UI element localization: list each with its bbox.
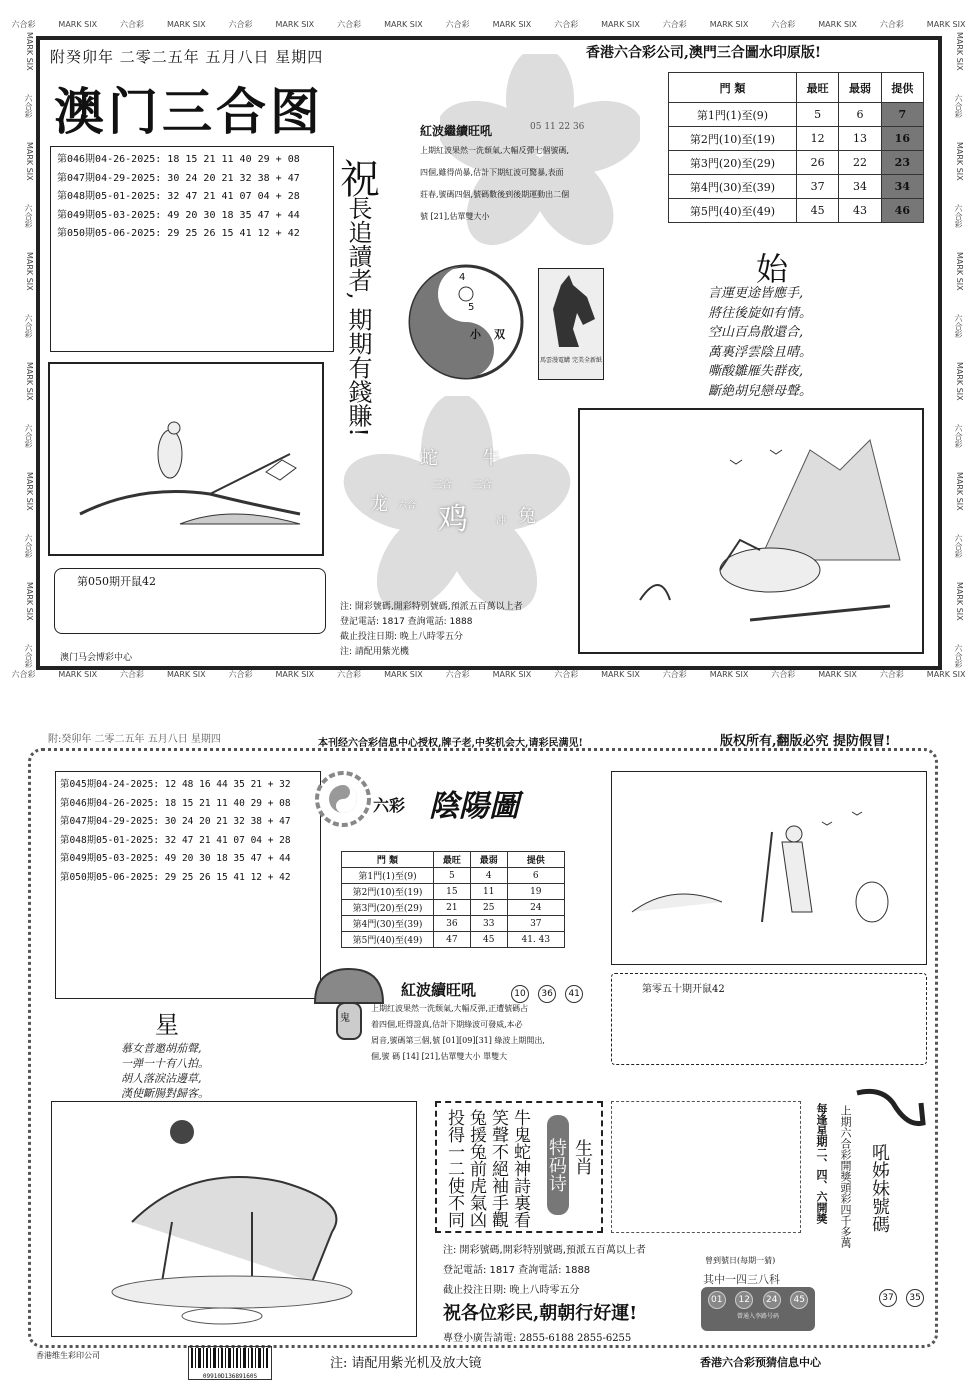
lucky-ball: 01 (708, 1291, 726, 1309)
red-wave-line: 屑音,號碼第三個,號 [01][09][31] 綠波上期開出, (371, 1036, 545, 1045)
yinyang-num-1: 4 (459, 272, 466, 283)
table-row (342, 900, 565, 916)
table-cell: 22 (839, 151, 881, 175)
mushroom-label: 鬼 (340, 1013, 350, 1024)
strip-item: MARK SIX (25, 141, 34, 181)
strip-item: MARK SIX (275, 669, 315, 679)
history-list (51, 147, 333, 248)
yinyang-num-2: 5 (468, 302, 475, 313)
zodiac-clash: 冲 (496, 516, 506, 527)
tema-badge: 特码诗 (547, 1115, 569, 1215)
strip-item: 六合彩 (120, 19, 145, 29)
col-header: 最弱 (839, 73, 881, 103)
barcode-text: 09910D13689160S (202, 1373, 258, 1380)
strip-item: 六合彩 (228, 669, 253, 679)
table-cell: 23 (881, 151, 923, 175)
table-row (342, 916, 565, 932)
tema-poem (443, 1109, 531, 1229)
copyright-line: 版权所有,翻版必究 提防假冒! (720, 734, 891, 749)
history-row: 第048期05-01-2025: 32 47 21 41 07 04 + 28 (60, 834, 291, 846)
company-line: 香港六合彩公司,澳門三合圖水印原版! (586, 45, 822, 61)
strip-item: 六合彩 (771, 19, 796, 29)
table-row (342, 932, 565, 948)
table-cell: 15 (434, 884, 471, 900)
red-wave-numbers: 05 11 22 36 (530, 122, 585, 132)
sister-balls (877, 1285, 926, 1307)
strip-item: 六合彩 (11, 669, 36, 679)
top-sheet (36, 36, 942, 670)
history-row: 第049期05-03-2025: 49 20 30 18 35 47 + 44 (57, 209, 300, 221)
poem-col: 投得一二使不同 (444, 1109, 464, 1228)
history-row: 第047期04-29-2025: 30 24 20 21 32 38 + 47 (60, 816, 291, 827)
kirin-illustration (580, 410, 922, 652)
strip-item: MARK SIX (384, 19, 423, 29)
zodiac-three-1: 三合 (432, 480, 452, 491)
strip-item: MARK SIX (601, 19, 640, 29)
table-cell: 37 (507, 916, 564, 932)
strip-item: MARK SIX (818, 19, 857, 29)
table-cell: 第3門(20)至(29) (342, 900, 434, 916)
star-line: 胡人落淚沾邊草, (121, 1072, 202, 1085)
zodiac-rabbit: 兔 (518, 506, 536, 527)
red-wave-line: 着四個,旺得證真,估計下期綠波可發威,本必 (371, 1020, 523, 1029)
bottom-red-wave-text (371, 1001, 611, 1065)
table-cell: 6 (507, 868, 564, 884)
table-cell: 第1門(1)至(9) (342, 868, 434, 884)
lucky-ball: 24 (763, 1291, 781, 1309)
sister-ball: 35 (906, 1289, 924, 1307)
bottom-rat-box (611, 973, 927, 1065)
notice-block (340, 600, 523, 660)
yinyang-icon (406, 262, 526, 382)
col-header: 提供 (507, 852, 564, 868)
strip-item: 六合彩 (337, 669, 362, 679)
poem-col: 兔援兔前虎氣凶 (466, 1109, 486, 1228)
table-row (669, 151, 924, 175)
zodiac-dragon: 龙 (370, 494, 388, 515)
date-line: 附癸卯年 二零二五年 五月八日 星期四 (50, 48, 324, 66)
zodiac-six: 六合 (398, 501, 417, 511)
strip-item: 六合彩 (954, 314, 963, 339)
strip-item: MARK SIX (926, 19, 966, 29)
table-cell: 43 (839, 199, 881, 223)
strip-item: MARK SIX (955, 31, 964, 71)
horse-caption: 馬雲漫電購 完美全新紙 (540, 357, 602, 364)
horse-painting-illustration (52, 1102, 414, 1334)
poem-line: 將往後旋如有情。 (708, 305, 813, 321)
bottom-date-line: 附:癸卯年 二零二五年 五月八日 星期四 (48, 734, 221, 745)
horse-painting (51, 1101, 417, 1337)
poem-line: 萬裏浮雲陰且晴。 (708, 344, 813, 360)
printer-name: 香港维生彩印公司 (36, 1351, 100, 1360)
table-cell: 26 (797, 151, 839, 175)
sister-ball: 37 (879, 1289, 897, 1307)
red-wave-ball: 41 (565, 985, 583, 1003)
strip-item: 六合彩 (24, 424, 33, 449)
zodiac-rooster: 鸡 (438, 502, 468, 537)
barcode (188, 1346, 272, 1380)
saxophone-icon (851, 1083, 927, 1139)
table-cell: 36 (434, 916, 471, 932)
red-wave-line: 上期红波果然一洗颓氣,大幅反弹,正遭號碼占 (371, 1004, 529, 1013)
table-cell: 4 (470, 868, 507, 884)
rat-note-box (54, 568, 326, 634)
strip-item: 六合彩 (662, 19, 687, 29)
table-cell: 12 (797, 127, 839, 151)
sister-numbers-title: 吼姊妹號碼 (869, 1143, 890, 1233)
bottom-notice-block (443, 1241, 646, 1301)
strip-item: MARK SIX (166, 669, 206, 679)
strip-item: MARK SIX (709, 669, 749, 679)
bottom-red-wave-title: 紅波續旺吼 (401, 981, 477, 999)
barcode-lines (189, 1347, 271, 1369)
table-cell: 47 (434, 932, 471, 948)
strip-item: MARK SIX (58, 669, 98, 679)
strip-item: 六合彩 (11, 19, 36, 29)
red-wave-line: 個,號 碼 [14] [21],估單雙大小 單雙大 (371, 1052, 508, 1061)
table-cell: 21 (434, 900, 471, 916)
top-border-strip (0, 14, 977, 34)
table-cell: 24 (507, 900, 564, 916)
table-cell: 19 (507, 884, 564, 900)
strip-item: MARK SIX (601, 669, 640, 679)
strip-item: MARK SIX (25, 251, 34, 291)
col-header: 提供 (881, 73, 923, 103)
strip-item: MARK SIX (384, 669, 423, 679)
horse-head-icon (539, 269, 601, 353)
strip-item: MARK SIX (166, 19, 206, 29)
star-line: 慕女普邀胡茄聲, (121, 1042, 202, 1055)
notice-line: 截止投注日期: 晚上八時零五分 (443, 1285, 580, 1296)
table-cell: 第3門(20)至(29) (669, 151, 797, 175)
yinyang-double: 双 (494, 328, 505, 341)
table-cell: 第5門(40)至(49) (669, 199, 797, 223)
history-box (50, 146, 334, 352)
poem-title: 始 (756, 250, 789, 288)
footer-right: 香港六合彩预猜信息中心 (700, 1356, 821, 1369)
red-wave-line: 號 [21],估單雙大小 (420, 212, 490, 221)
door-table (668, 72, 924, 223)
table-cell: 6 (839, 103, 881, 127)
zodiac-snake: 蛇 (420, 448, 438, 469)
strip-item: 六合彩 (24, 644, 33, 669)
table-cell: 33 (470, 916, 507, 932)
lucky-title: 其中一四三八科 (703, 1273, 780, 1286)
strip-item: 六合彩 (954, 204, 963, 229)
table-cell: 第2門(10)至(19) (669, 127, 797, 151)
rat-note: 第050期开鼠42 (77, 575, 156, 588)
table-row (669, 127, 924, 151)
history-row: 第050期05-06-2025: 29 25 26 15 41 12 + 42 (57, 228, 300, 239)
table-cell: 46 (881, 199, 923, 223)
notice-line: 注: 開彩號碼,開彩特别號碼,預派五百萬以上者 (443, 1245, 646, 1256)
strip-item: MARK SIX (25, 31, 34, 71)
draw-days-note: 每逢星期二、四、六開獎 (815, 1103, 828, 1224)
strip-item: 六合彩 (228, 19, 253, 29)
table-cell: 5 (434, 868, 471, 884)
strip-item: MARK SIX (955, 361, 964, 401)
bottom-history-box (55, 771, 321, 999)
greeting-line-1: 長追讀者, (344, 196, 372, 300)
table-cell: 第2門(10)至(19) (342, 884, 434, 900)
strip-item: 六合彩 (337, 19, 362, 29)
tema-badge-2: 生肖 (572, 1139, 593, 1175)
footer-note: 注: 请配用紫光机及放大镜 (330, 1356, 482, 1371)
star-line: 一弹一十有八拍。 (121, 1057, 209, 1070)
strip-item: 六合彩 (554, 19, 579, 29)
col-header: 最旺 (797, 73, 839, 103)
strip-item: 六合彩 (662, 669, 687, 679)
history-row: 第045期04-24-2025: 12 48 16 44 35 21 + 32 (60, 779, 291, 790)
strip-item: MARK SIX (58, 19, 98, 29)
table-cell: 5 (797, 103, 839, 127)
strip-item: MARK SIX (709, 19, 749, 29)
zodiac-three-2: 三合 (472, 480, 492, 491)
notice-line: 注: 請配用紫光機 (340, 647, 409, 657)
history-row: 第047期04-29-2025: 30 24 20 21 32 38 + 47 (57, 172, 300, 184)
strip-item: MARK SIX (25, 361, 34, 401)
strip-item: 六合彩 (771, 669, 796, 679)
lucky-label: 曾到號日(每期一猜) (705, 1256, 776, 1265)
strip-item: 六合彩 (954, 534, 963, 559)
table-cell: 7 (881, 103, 923, 127)
red-wave-text (420, 140, 620, 228)
strip-item: MARK SIX (275, 19, 315, 29)
poem-line: 言運更途皆應手, (708, 286, 804, 301)
star-line: 漢使斷腸對歸客。 (121, 1087, 209, 1100)
page-title: 澳门三合图 (54, 83, 324, 141)
bottom-rat-note: 第零五十期开鼠42 (642, 984, 725, 995)
red-wave-title: 紅波繼續旺吼 (420, 124, 493, 138)
left-border-strip (12, 20, 34, 680)
table-cell: 11 (470, 884, 507, 900)
history-row: 第046期04-26-2025: 18 15 21 11 40 29 + 08 (57, 154, 300, 165)
yinyang-small: 小 (470, 328, 481, 341)
table-cell: 16 (881, 127, 923, 151)
bird-image (48, 362, 324, 556)
greeting-line-2: 期期有錢賺! (344, 307, 372, 437)
bagua-icon (313, 769, 373, 829)
col-header: 門 類 (342, 852, 434, 868)
horse-image (538, 268, 604, 380)
poem-col: 牛鬼蛇神詩裏看 (510, 1109, 530, 1228)
history-row: 第050期05-06-2025: 29 25 26 15 41 12 + 42 (60, 871, 291, 883)
bottom-sheet (28, 748, 938, 1348)
scholar-image (611, 771, 927, 965)
strip-item: 六合彩 (954, 424, 963, 449)
jackpot-note: 上期六合彩開獎頭彩四千多萬 (839, 1105, 852, 1248)
table-cell: 34 (839, 175, 881, 199)
strip-item: 六合彩 (24, 204, 33, 229)
table-cell: 34 (881, 175, 923, 199)
right-border-strip (942, 20, 964, 680)
poem-line: 空山百鳥散還合, (708, 325, 804, 340)
table-cell: 41. 43 (507, 932, 564, 948)
poem-line: 嘶酸雛雁失群夜, (708, 364, 804, 379)
fine-print-box (611, 1101, 801, 1233)
col-header: 門 類 (669, 73, 797, 103)
strip-item: MARK SIX (955, 251, 964, 291)
notice-line: 登記電話: 1817 查詢電話: 1888 (340, 617, 473, 627)
table-cell: 13 (839, 127, 881, 151)
strip-item: 六合彩 (24, 534, 33, 559)
strip-item: MARK SIX (492, 669, 532, 679)
table-row (342, 868, 565, 884)
poem-line: 斷絶胡兒戀母聲。 (708, 383, 813, 399)
history-row: 第046期04-26-2025: 18 15 21 11 40 29 + 08 (60, 797, 291, 809)
scholar-illustration (612, 772, 924, 962)
bottom-history-list (56, 772, 320, 891)
table-row (342, 884, 565, 900)
poem-lines (708, 284, 812, 401)
red-wave-balls (509, 981, 585, 1003)
strip-item: MARK SIX (818, 669, 857, 679)
strip-item: 六合彩 (24, 94, 33, 119)
table-cell: 45 (797, 199, 839, 223)
table-cell: 第4門(30)至(39) (342, 916, 434, 932)
red-wave-ball: 10 (511, 985, 529, 1003)
top-footer: 澳门马会博彩中心 (60, 653, 133, 663)
strip-item: 六合彩 (120, 669, 145, 679)
strip-item: MARK SIX (955, 141, 964, 181)
table-cell: 37 (797, 175, 839, 199)
table-row (669, 175, 924, 199)
bottom-title: 陰陽圖 (429, 789, 519, 824)
greeting-line: 祝各位彩民,朝朝行好運! (443, 1303, 638, 1324)
strip-item: 六合彩 (879, 19, 904, 29)
table-row (669, 103, 924, 127)
strip-item: 六合彩 (554, 669, 579, 679)
notice-line: 截止投注日期: 晚上八時零五分 (340, 632, 463, 642)
lucky-balls (703, 1291, 813, 1309)
title-small: 六彩 (373, 796, 406, 815)
red-wave-line: 四個,雖得尚暴,估計下期紅波可驚暴,表面 (420, 168, 564, 177)
greeting-big: 祝 (340, 157, 380, 203)
table-cell: 第5門(40)至(49) (342, 932, 434, 948)
col-header: 最弱 (470, 852, 507, 868)
tema-poem-box (435, 1101, 603, 1233)
lucky-ball: 12 (735, 1291, 753, 1309)
red-wave-ball: 36 (538, 985, 556, 1003)
table-cell: 第1門(1)至(9) (669, 103, 797, 127)
bottom-door-table (341, 851, 565, 948)
strip-item: MARK SIX (25, 471, 34, 511)
star-title: 星 (155, 1011, 179, 1039)
history-row: 第048期05-01-2025: 32 47 21 41 07 04 + 28 (57, 191, 300, 202)
notice-line: 登記電話: 1817 查詢電話: 1888 (443, 1265, 591, 1276)
strip-item: MARK SIX (955, 581, 964, 621)
table-row (669, 199, 924, 223)
table-cell: 45 (470, 932, 507, 948)
red-wave-line: 莊春,號碼四個,號碼數後到後期運動出二個 (420, 190, 570, 199)
strip-item: MARK SIX (492, 19, 532, 29)
strip-item: MARK SIX (926, 669, 966, 679)
bird-illustration (50, 364, 322, 554)
strip-item: MARK SIX (25, 581, 34, 621)
strip-item: MARK SIX (955, 471, 964, 511)
strip-item: 六合彩 (954, 94, 963, 119)
strip-item: 六合彩 (954, 644, 963, 669)
hotline: 專登小廣告請電: 2855-6188 2855-6255 (443, 1333, 632, 1344)
zodiac-ox: 牛 (482, 448, 500, 469)
history-row: 第049期05-03-2025: 49 20 30 18 35 47 + 44 (60, 853, 291, 864)
notice-line: 注: 開彩號碼,開彩特别號碼,預派五百萬以上者 (340, 602, 523, 612)
red-wave-line: 上期紅波果然一洗頹氣,大幅反彈七個號碼, (420, 146, 570, 155)
table-cell: 第4門(30)至(39) (669, 175, 797, 199)
star-poem (121, 1041, 209, 1101)
lucky-ball: 45 (790, 1291, 808, 1309)
col-header: 最旺 (434, 852, 471, 868)
poem-col: 笑聲不絕袖手觀 (488, 1109, 508, 1228)
table-cell: 25 (470, 900, 507, 916)
lucky-caption: 曾通入李路号码 (736, 1313, 779, 1320)
auth-line: 本刊经六合彩信息中心授权,牌子老,中奖机会大,请彩民满见! (318, 738, 583, 749)
strip-item: 六合彩 (445, 19, 470, 29)
strip-item: 六合彩 (879, 669, 904, 679)
strip-item: 六合彩 (24, 314, 33, 339)
lucky-box (701, 1287, 815, 1331)
kirin-image (578, 408, 924, 654)
strip-item: 六合彩 (445, 669, 470, 679)
